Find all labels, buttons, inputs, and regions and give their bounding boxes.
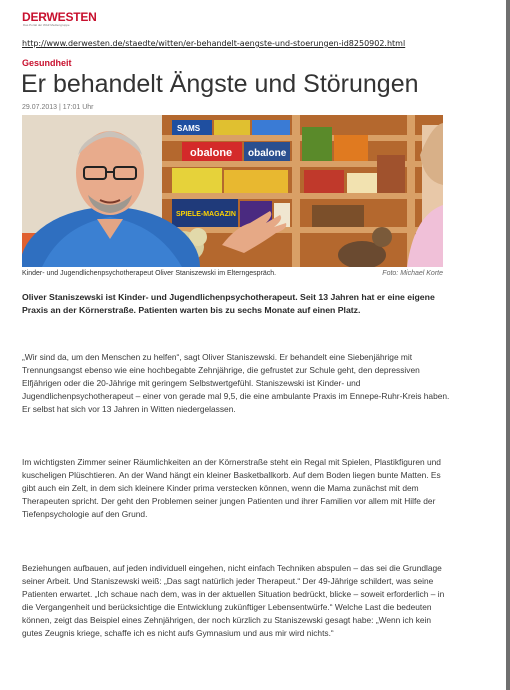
article-paragraph: Beziehungen aufbauen, auf jeden individuell eingehen, nicht einfach Techniken abspulen – das sei die Grundlage seiner Arbeit. Und Staniszewski weiß: „Das sagt natürlich jeder Therapeut.“ Der 49-Jährige schildert, was seine Patienten erwartet. „Ich schaue nach dem, was in der aktuellen Situation bedrückt, blicke – soweit erforderlich – in die Vergangenheit und berücksichtige die Entwicklung zukünftiger Lebensentwürfe.“ Welche Last die bedeuten können, zeigt das Beispiel eines Zehnjährigen, der noch kürzlich zu Staniszewski gesagt habe: „Wenn ich kein gutes Zeugnis kriege, schaffe ich es nicht aufs Gymnasium und aus mir wird nichts.“ — [22, 563, 445, 638]
photo-illustration — [22, 115, 443, 267]
image-caption — [22, 270, 443, 277]
box-label: SAMS — [177, 124, 201, 133]
caption-text: Kinder- und Jugendlichenpsychotherapeut Oliver Staniszewski im Elterngespräch. — [22, 270, 277, 277]
box-label: obalone — [248, 148, 287, 159]
photo-credit: Foto: Michael Korte — [382, 270, 443, 277]
article-paragraph: Im wichtigsten Zimmer seiner Räumlichkeiten an der Körnerstraße steht ein Regal mit Spielen, Plastikfiguren und kuscheligen Plüschtieren. An der Wand hängt ein kleiner Basketballkorb. Auf dem Boden liegen bunte Matten. Es gibt auch ein Zelt, in dem sich kleinere Kinder prima verstecken können, wenn die Mama zunächst mit dem Therapeuten spricht. Der geht den Problemen seiner jungen Patienten und ihrer Familien vor allem mit Hilfe der Tiefenpsychologie auf den Grund. — [22, 457, 441, 519]
window-border — [506, 0, 510, 690]
site-tagline: Das Portal der WAZ Mediengruppe — [23, 23, 70, 27]
article-lead: Oliver Staniszewski ist Kinder- und Jugendlichenpsychotherapeut. Seit 13 Jahren hat er eine eigene Praxis an der Körnerstraße. Patienten warten bis zu sechs Monate auf einen Platz. — [22, 292, 435, 315]
rubric-label[interactable]: Gesundheit — [22, 58, 72, 68]
article-photo — [22, 115, 443, 267]
box-label: obalone — [190, 147, 233, 159]
article-paragraph: „Wir sind da, um den Menschen zu helfen“, sagt Oliver Staniszewski. Er behandelt eine Siebenjährige mit Trennungsangst ebenso wie eine hochbegabte Zehnjährige, die gefrustet zur Schule geht, den depressiven Elfjährigen oder die 20-Jährige mit geringem Selbstwertgefühl. Staniszewski ist Kinder- und Jugendlichenpsychotherapeut – einer von gerade mal 9,5, die eine ambulante Praxis im Ennepe-Ruhr-Kreis haben. Er selbst hat sich vor 13 Jahren in Witten niedergelassen. — [22, 352, 450, 414]
article-url-link[interactable]: http://www.derwesten.de/staedte/witten/er-behandelt-aengste-und-stoerungen-id8250902.html — [22, 39, 406, 48]
article-headline: Er behandelt Ängste und Störungen — [21, 70, 419, 98]
box-label: SPIELE-MAGAZIN — [176, 211, 236, 218]
site-logo[interactable]: DERWESTEN — [22, 10, 97, 24]
article-date: 29.07.2013 | 17:01 Uhr — [22, 104, 94, 111]
